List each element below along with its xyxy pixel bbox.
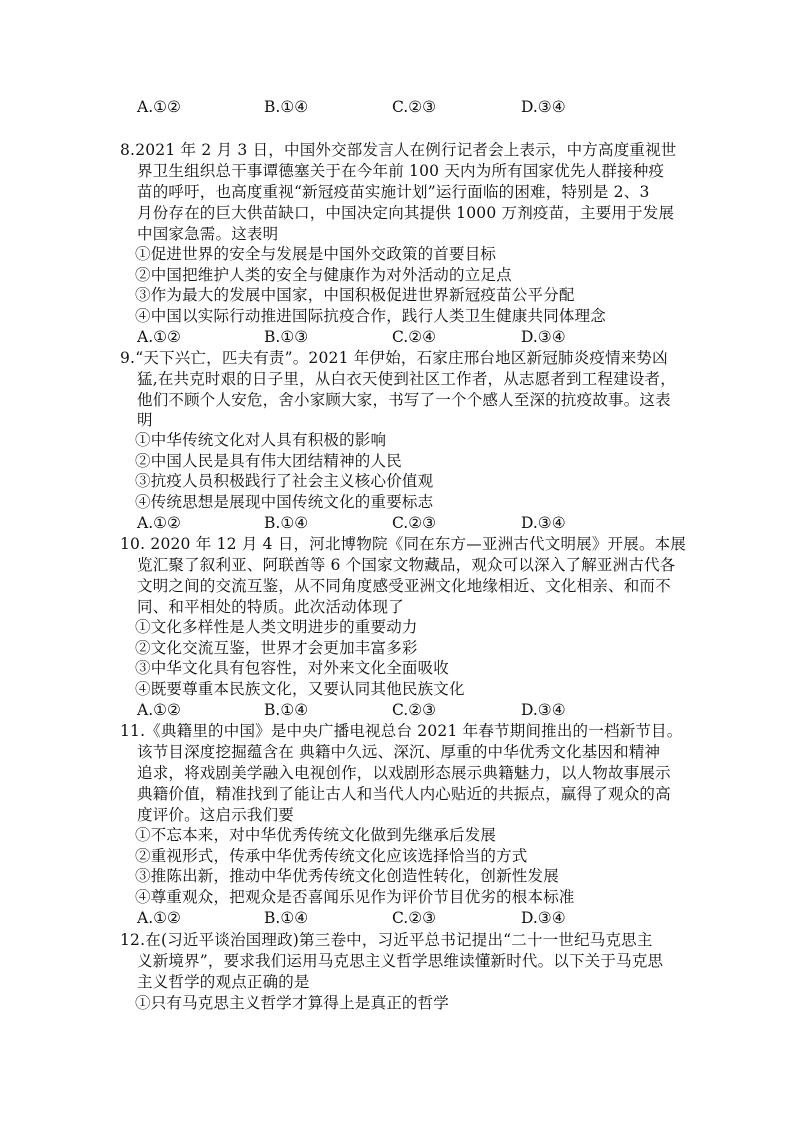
option-b: B.①④ bbox=[264, 909, 309, 927]
question-text-line: 典籍价值，精准找到了能让古人和当代人内心贴近的共振点，赢得了观众的高 bbox=[137, 785, 671, 803]
question-text-line: 追求，将戏剧美学融入电视创作，以戏剧形态展示典籍魅力，以人物故事展示 bbox=[137, 764, 671, 782]
question-text-line: 猛,在共克时艰的日子里，从白衣天使到社区工作者，从志愿者到工程建设者， bbox=[137, 370, 676, 388]
statement-item: ③推陈出新，推动中华优秀传统文化创造性转化，创新性发展 bbox=[135, 867, 559, 885]
options-prev bbox=[137, 97, 637, 117]
question-text-line: 月份存在的巨大供苗缺口，中国决定向其提供 1000 万剂疫苗，主要用于发展 bbox=[137, 204, 675, 222]
question-text-line: 他们不顾个人安危，舍小家顾大家，书写了一个个感人至深的抗疫故事。这表 bbox=[137, 391, 671, 409]
option-b: B.①③ bbox=[264, 328, 309, 346]
statement-item: ①促进世界的安全与发展是中国外交政策的首要目标 bbox=[135, 245, 497, 263]
options-row bbox=[137, 700, 637, 720]
option-c: C.②④ bbox=[392, 328, 437, 346]
statement-item: ③抗疫人员积极践行了社会主义核心价值观 bbox=[135, 472, 434, 490]
question-text-line: 9.“天下兴亡，匹夫有责”。2021 年伊始，石家庄邢台地区新冠肺炎疫情来势凶 bbox=[120, 349, 668, 367]
option-a: A.①② bbox=[137, 98, 181, 116]
question-text-line: 明 bbox=[137, 411, 153, 429]
question-text-line: 主义哲学的观点正确的是 bbox=[137, 973, 310, 991]
statement-item: ①文化多样性是人类文明进步的重要动力 bbox=[135, 618, 418, 636]
statement-item: ④既要尊重本民族文化，又要认同其他民族文化 bbox=[135, 680, 465, 698]
statement-item: ③中华文化具有包容性，对外来文化全面吸收 bbox=[135, 659, 450, 677]
statement-item: ④尊重观众，把观众是否喜闻乐见作为评价节目优劣的根本标准 bbox=[135, 888, 575, 906]
statement-item: ①中华传统文化对人具有积极的影响 bbox=[135, 431, 387, 449]
option-d: D.③④ bbox=[521, 909, 566, 927]
question-text-line: 览汇聚了叙利亚、阿联酋等 6 个国家文物藏品，观众可以深入了解亚洲古代各 bbox=[137, 556, 676, 574]
statement-item: ①只有马克思主义哲学才算得上是真正的哲学 bbox=[135, 994, 450, 1012]
statement-item: ①不忘本来，对中华优秀传统文化做到先继承后发展 bbox=[135, 826, 497, 844]
question-text-line: 苗的呼吁，也高度重视“新冠疫苗实施计划”运行面临的困难，特别是 2、3 bbox=[137, 183, 650, 201]
option-d: D.③④ bbox=[521, 701, 566, 719]
question-text-line: 12.在(习近平谈治国理政)第三卷中，习近平总书记提出“二十一世纪马克思主 bbox=[120, 931, 653, 949]
statement-item: ②重视形式，传承中华优秀传统文化应该选择恰当的方式 bbox=[135, 847, 528, 865]
options-row bbox=[137, 327, 637, 347]
option-c: C.②③ bbox=[392, 909, 437, 927]
option-b: B.①④ bbox=[264, 701, 309, 719]
options-row bbox=[137, 908, 637, 928]
options-row bbox=[137, 513, 637, 533]
option-c: C.②③ bbox=[392, 514, 437, 532]
statement-item: ②中国把维护人类的安全与健康作为对外活动的立足点 bbox=[135, 266, 512, 284]
question-text-line: 该节目深度挖掘蕴含在 典籍中久远、深沉、厚重的中华优秀文化基因和精神 bbox=[137, 743, 661, 761]
option-a: A.①② bbox=[137, 701, 181, 719]
option-d: D.③④ bbox=[521, 514, 566, 532]
statement-item: ②文化交流互鉴，世界才会更加丰富多彩 bbox=[135, 639, 418, 657]
option-a: A.①② bbox=[137, 514, 181, 532]
question-text-line: 义新境界”，要求我们运用马克思主义哲学思维读懂新时代。以下关于马克思 bbox=[137, 952, 664, 970]
option-d: D.③④ bbox=[521, 98, 566, 116]
question-text-line: 8.2021 年 2 月 3 日，中国外交部发言人在例行记者会上表示，中方高度重视世 bbox=[120, 141, 677, 159]
question-text-line: 文明之间的交流互鉴，从不同角度感受亚洲文化地缘相近、文化相亲、和而不 bbox=[137, 577, 671, 595]
option-d: D.③④ bbox=[521, 328, 566, 346]
option-a: A.①② bbox=[137, 909, 181, 927]
question-text-line: 度评价。这启示我们要 bbox=[137, 806, 295, 824]
question-text-line: 中国家急需。这表明 bbox=[137, 225, 279, 243]
statement-item: ④传统思想是展现中国传统文化的重要标志 bbox=[135, 493, 434, 511]
option-b: B.①④ bbox=[264, 514, 309, 532]
question-text-line: 界卫生组织总干事谭德塞关于在今年前 100 天内为所有国家优先人群接种疫 bbox=[137, 162, 665, 180]
option-c: C.②③ bbox=[392, 701, 437, 719]
statement-item: ③作为最大的发展中国家，中国积极促进世界新冠疫苗公平分配 bbox=[135, 286, 575, 304]
statement-item: ②中国人民是具有伟大团结精神的人民 bbox=[135, 452, 402, 470]
option-c: C.②③ bbox=[392, 98, 437, 116]
question-text-line: 10. 2020 年 12 月 4 日，河北博物院《同在东方—亚洲古代文明展》开展。本展 bbox=[120, 535, 687, 553]
question-text-line: 11.《典籍里的中国》是中央广播电视总台 2021 年春节期间推出的一档新节目。 bbox=[120, 722, 683, 740]
option-b: B.①④ bbox=[264, 98, 309, 116]
question-text-line: 同、和平相处的特质。此次活动体现了 bbox=[137, 598, 404, 616]
option-a: A.①② bbox=[137, 328, 181, 346]
statement-item: ④中国以实际行动推进国际抗疫合作，践行人类卫生健康共同体理念 bbox=[135, 307, 607, 325]
